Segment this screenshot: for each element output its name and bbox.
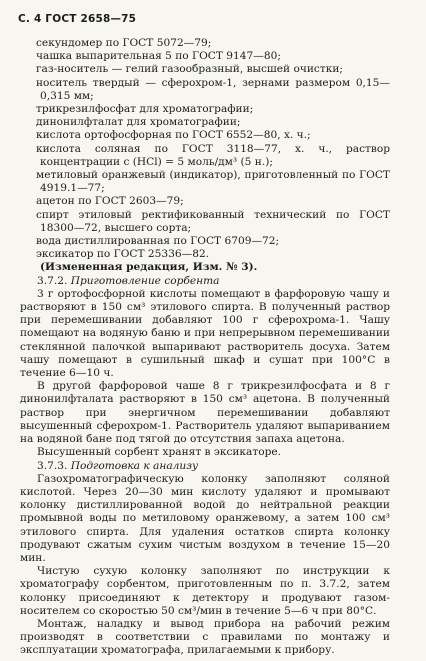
list-item: носитель твердый — сферохром-1, зернами размером 0,15—0,315 мм; (36, 76, 390, 102)
paragraph: В другой фарфоровой чаше 8 г трикрезилфосфата и 8 г динонилфталата растворяют в 150 см³ ацетона. В полученный раствор при энергичном перемешивании добавляют высушенный сферохром-1. Растворитель удаляют выпариванием на водяной бане под тягой до отсутствия запаха ацетона. (20, 380, 390, 446)
list-item: кислота соляная по ГОСТ 3118—77, х. ч., раствор концентрации с (HCl) = 5 моль/дм³ (5 н.); (36, 142, 390, 168)
list-item: эксикатор по ГОСТ 25336—82. (36, 248, 210, 261)
section-title: Приготовление сорбента (70, 274, 220, 287)
list-item: трикрезилфосфат для хроматографии; (36, 103, 254, 116)
list-item: газ-носитель — гелий газообразный, высшей очистки; (36, 63, 343, 76)
section-heading (20, 275, 390, 288)
list-item: ацетон по ГОСТ 2603—79; (36, 195, 184, 208)
amendment-note: (Измененная редакция, Изм. № 3). (40, 261, 258, 274)
paragraph: Газохроматографическую колонку заполняют соляной кислотой. Через 20—30 мин кислоту удаляют и промывают колонку дистиллированной водой до нейтральной реакции промывной воды по метиловому оранжевому, а затем 100 см³ этилового спирта. Для удаления остатков спирта колонку продувают сжатым сухим чистым воздухом в течение 15—20 мин. (20, 472, 390, 564)
list-item: вода дистиллированная по ГОСТ 6709—72; (36, 235, 280, 248)
section-number: 3.7.3. (37, 459, 68, 472)
paragraph: Монтаж, наладку и вывод прибора на рабочий режим производят в соответствии с правилами по монтажу и эксплуатации хроматографа, прилагаемыми к прибору. (20, 617, 390, 657)
section-heading (20, 460, 390, 473)
paragraph: 3 г ортофосфорной кислоты помещают в фарфоровую чашу и растворяют в 150 см³ этилового спирта. В полученный раствор при перемешивании добавляют 100 г сферохрома-1. Чашу помещают на водяную баню и при непрерывном перемешивании стеклянной палочкой выпаривают растворитель досуха. Затем чашу помещают в сушильный шкаф и сушат при 100°С в течение 6—10 ч. (20, 287, 390, 380)
list-item: кислота ортофосфорная по ГОСТ 6552—80, х. ч.; (36, 129, 311, 142)
list-item: чашка выпарительная 5 по ГОСТ 9147—80; (36, 50, 281, 63)
paragraph: Чистую сухую колонку заполняют по инструкции к хроматографу сорбентом, приготовленным по п. 3.7.2, затем колонку присоединяют к детектору и продувают газом-носителем со скоростью 50 см³/мин в течение 5—6 ч при 80°С. (20, 565, 390, 617)
section-number: 3.7.2. (37, 274, 68, 287)
document-body (20, 37, 390, 658)
section-title: Подготовка к анализу (70, 459, 199, 472)
equipment-list (20, 37, 390, 261)
list-item: динонилфталат для хроматографии; (36, 116, 241, 129)
page-header: С. 4 ГОСТ 2658—75 (18, 13, 137, 25)
paragraph: Высушенный сорбент хранят в эксикаторе. (37, 446, 282, 459)
list-item: спирт этиловый ректификованный технический по ГОСТ 18300—72, высшего сорта; (36, 208, 390, 234)
list-item: секундомер по ГОСТ 5072—79; (36, 37, 212, 49)
list-item: метиловый оранжевый (индикатор), приготовленный по ГОСТ 4919.1—77; (36, 169, 390, 195)
